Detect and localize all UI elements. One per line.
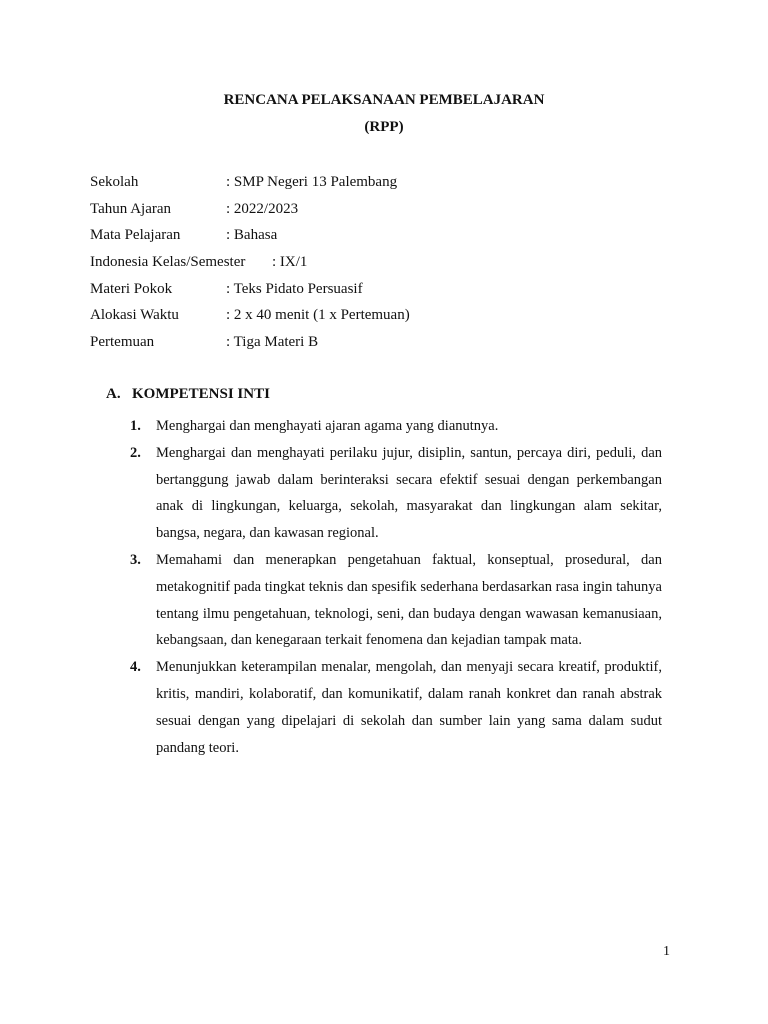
info-value: : IX/1 bbox=[272, 254, 308, 271]
info-label: Mata Pelajaran bbox=[90, 227, 181, 244]
list-item bbox=[130, 547, 662, 654]
section-heading bbox=[106, 386, 270, 403]
section-letter: A. bbox=[106, 386, 121, 402]
document-subtitle: (RPP) bbox=[364, 119, 404, 135]
info-value: : SMP Negeri 13 Palembang bbox=[226, 174, 398, 190]
list-item-text: Memahami dan menerapkan pengetahuan faktual, konseptual, prosedural, dan metakognitif pada tingkat teknis dan spesifik sederhana berdasarkan rasa ingin tahunya tentang ilmu pengetahuan, teknologi, seni, dan budaya dengan wawasan kemanusiaan, kebangsaan, dan kenegaraan terkait fenomena dan kejadian tampak mata. bbox=[156, 551, 662, 649]
info-value: : 2022/2023 bbox=[226, 200, 299, 217]
document-title: RENCANA PELAKSANAAN PEMBELAJARAN bbox=[223, 92, 545, 108]
info-value: : Tiga Materi B bbox=[226, 334, 319, 351]
list-item bbox=[130, 413, 662, 440]
page-number: 1 bbox=[663, 944, 670, 959]
info-label: Alokasi Waktu bbox=[90, 307, 179, 324]
competency-list bbox=[130, 413, 662, 761]
list-item-number: 4. bbox=[130, 659, 141, 676]
list-item bbox=[130, 654, 662, 761]
info-label: Tahun Ajaran bbox=[90, 200, 172, 217]
info-label: Pertemuan bbox=[90, 334, 155, 351]
info-label: Sekolah bbox=[90, 174, 139, 190]
info-label: Indonesia Kelas/Semester bbox=[90, 254, 246, 271]
list-item-text: Menunjukkan keterampilan menalar, mengolah, dan menyaji secara kreatif, produktif, kritis, mandiri, kolaboratif, dan komunikatif, dalam ranah konkret dan ranah abstrak sesuai dengan yang dipelajari di sekolah dan sumber lain yang sama dalam sudut pandang teori. bbox=[156, 659, 662, 756]
list-item bbox=[130, 440, 662, 547]
info-value: : Bahasa bbox=[226, 227, 278, 244]
info-value: : Teks Pidato Persuasif bbox=[226, 280, 363, 297]
list-item-text: Menghargai dan menghayati ajaran agama yang dianutnya. bbox=[156, 418, 499, 434]
info-label: Materi Pokok bbox=[90, 280, 173, 297]
info-value: : 2 x 40 menit (1 x Pertemuan) bbox=[226, 307, 410, 324]
section-title: KOMPETENSI INTI bbox=[132, 386, 270, 402]
list-item-number: 3. bbox=[130, 551, 141, 568]
list-item-text: Menghargai dan menghayati perilaku jujur, disiplin, santun, percaya diri, peduli, dan bertanggung jawab dalam berinteraksi secara efektif sesuai dengan perkembangan anak di lingkungan, keluarga, sekolah, masyarakat dan lingkungan alam sekitar, bangsa, negara, dan kawasan regional. bbox=[156, 444, 662, 542]
list-item-number: 1. bbox=[130, 418, 141, 434]
list-item-number: 2. bbox=[130, 444, 141, 461]
